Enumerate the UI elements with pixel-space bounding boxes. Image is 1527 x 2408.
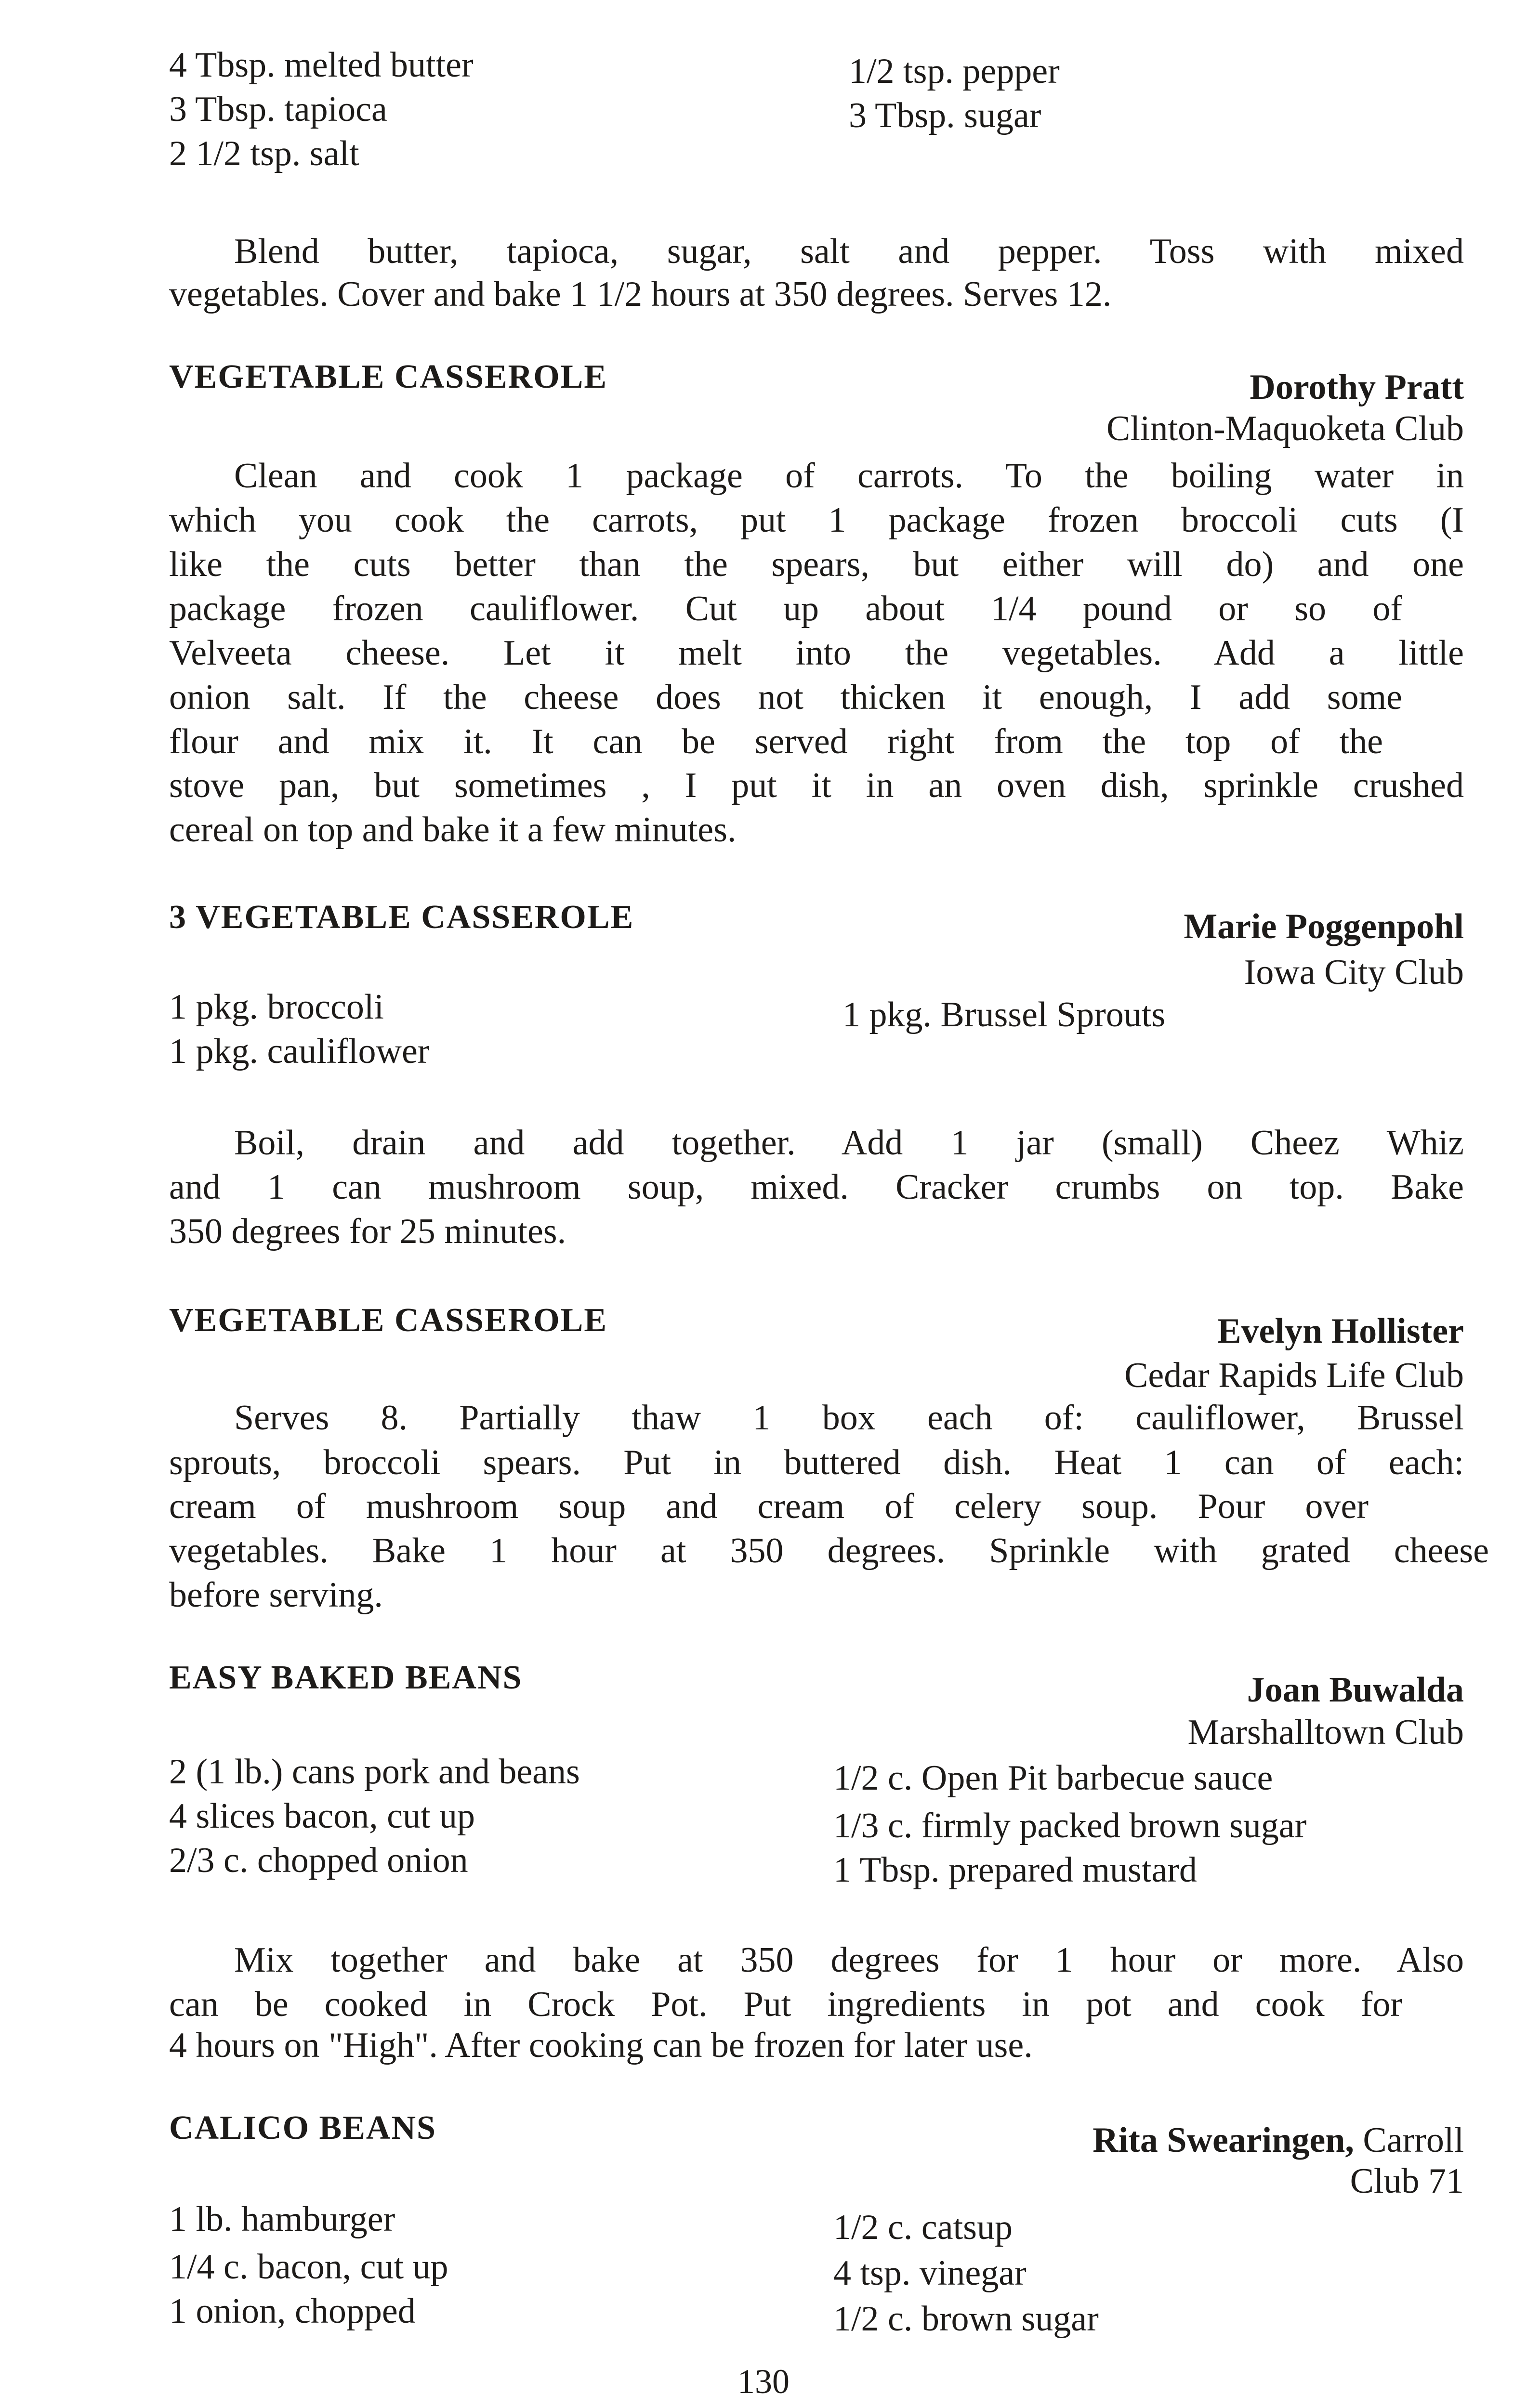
recipe-title: VEGETABLE CASSEROLE <box>169 358 608 395</box>
ingredient: 1/4 c. bacon, cut up <box>169 2247 448 2287</box>
recipe-author-line <box>1093 2122 1464 2158</box>
ingredient: 3 Tbsp. tapioca <box>169 90 387 129</box>
recipe-title: VEGETABLE CASSEROLE <box>169 1302 608 1339</box>
ingredient: 1/3 c. firmly packed brown sugar <box>833 1806 1307 1845</box>
recipe-author: Rita Swearingen, <box>1093 2120 1354 2160</box>
recipe-club: Club 71 <box>1350 2161 1464 2201</box>
ingredient: 1 lb. hamburger <box>169 2199 395 2239</box>
recipe-author: Joan Buwalda <box>1247 1670 1464 1710</box>
recipe-club: Cedar Rapids Life Club <box>1124 1356 1464 1395</box>
directions-line: vegetables. Bake 1 hour at 350 degrees. Sprinkle with grated cheese <box>169 1531 1489 1570</box>
directions-line: Mix together and bake at 350 degrees for 1 hour or more. Also <box>234 1940 1464 1980</box>
directions-line: sprouts, broccoli spears. Put in buttered dish. Heat 1 can of each: <box>169 1443 1464 1482</box>
directions-line: Blend butter, tapioca, sugar, salt and pepper. Toss with mixed <box>234 232 1464 271</box>
directions-line: 4 hours on "High". After cooking can be frozen for later use. <box>169 2026 1033 2065</box>
ingredient: 1 onion, chopped <box>169 2291 416 2331</box>
directions-line: like the cuts better than the spears, but either will do) and one <box>169 545 1464 584</box>
recipe-title: CALICO BEANS <box>169 2109 436 2146</box>
recipe-title: 3 VEGETABLE CASSEROLE <box>169 899 634 936</box>
directions-line: vegetables. Cover and bake 1 1/2 hours at 350 degrees. Serves 12. <box>169 275 1112 314</box>
directions-line: flour and mix it. It can be served right from the top of the <box>169 722 1383 761</box>
ingredient: 2/3 c. chopped onion <box>169 1841 468 1880</box>
directions-line: stove pan, but sometimes , I put it in an oven dish, sprinkle crushed <box>169 766 1464 805</box>
recipe-club: Marshalltown Club <box>1187 1713 1464 1752</box>
ingredient: 1 pkg. broccoli <box>169 987 384 1027</box>
ingredient: 2 (1 lb.) cans pork and beans <box>169 1752 580 1792</box>
recipe-club-inline: Carroll <box>1363 2120 1464 2160</box>
directions-line: and 1 can mushroom soup, mixed. Cracker crumbs on top. Bake <box>169 1167 1464 1207</box>
recipe-author: Marie Poggenpohl <box>1184 907 1464 946</box>
directions-line: Serves 8. Partially thaw 1 box each of: cauliflower, Brussel <box>234 1398 1464 1438</box>
directions-line: 350 degrees for 25 minutes. <box>169 1212 566 1251</box>
ingredient: 1 pkg. cauliflower <box>169 1032 430 1071</box>
ingredient: 3 Tbsp. sugar <box>849 96 1041 135</box>
ingredient: 1 pkg. Brussel Sprouts <box>842 995 1166 1034</box>
ingredient: 2 1/2 tsp. salt <box>169 134 359 173</box>
directions-line: cream of mushroom soup and cream of celery soup. Pour over <box>169 1487 1369 1526</box>
directions-line: which you cook the carrots, put 1 package frozen broccoli cuts (I <box>169 500 1464 540</box>
ingredient: 1/2 tsp. pepper <box>849 52 1060 91</box>
ingredient: 4 Tbsp. melted butter <box>169 45 474 85</box>
page-number: 130 <box>737 2362 790 2401</box>
directions-line: before serving. <box>169 1575 383 1615</box>
directions-line: onion salt. If the cheese does not thicken it enough, I add some <box>169 678 1402 717</box>
directions-line: can be cooked in Crock Pot. Put ingredients in pot and cook for <box>169 1985 1402 2024</box>
recipe-title: EASY BAKED BEANS <box>169 1659 523 1696</box>
recipe-club: Iowa City Club <box>1244 953 1464 992</box>
ingredient: 1 Tbsp. prepared mustard <box>833 1850 1197 1890</box>
recipe-club: Clinton-Maquoketa Club <box>1106 409 1464 448</box>
ingredient: 4 tsp. vinegar <box>833 2253 1027 2293</box>
directions-line: Clean and cook 1 package of carrots. To the boiling water in <box>234 456 1464 496</box>
directions-line: Velveeta cheese. Let it melt into the vegetables. Add a little <box>169 633 1464 673</box>
directions-line: Boil, drain and add together. Add 1 jar (small) Cheez Whiz <box>234 1123 1464 1163</box>
ingredient: 1/2 c. catsup <box>833 2208 1013 2247</box>
recipe-author: Evelyn Hollister <box>1217 1311 1464 1351</box>
recipe-author: Dorothy Pratt <box>1250 367 1464 407</box>
ingredient: 1/2 c. brown sugar <box>833 2299 1099 2339</box>
directions-line: cereal on top and bake it a few minutes. <box>169 810 737 850</box>
ingredient: 4 slices bacon, cut up <box>169 1796 475 1836</box>
ingredient: 1/2 c. Open Pit barbecue sauce <box>833 1758 1273 1798</box>
directions-line: package frozen cauliflower. Cut up about 1/4 pound or so of <box>169 589 1402 628</box>
